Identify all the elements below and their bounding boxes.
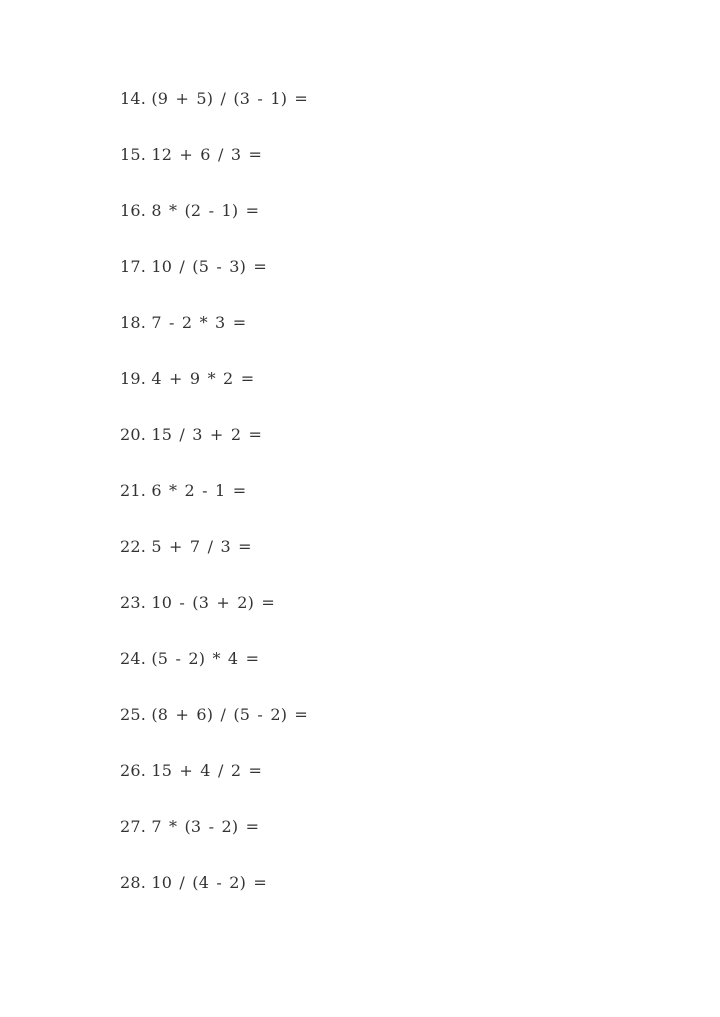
- problem-item: [120, 758, 308, 814]
- problem-item: [120, 814, 308, 870]
- problem-expression: 12 + 6 / 3 =: [151, 145, 263, 164]
- problem-number: 27.: [120, 817, 147, 836]
- problem-expression: 7 * (3 - 2) =: [151, 817, 260, 836]
- problem-item: [120, 366, 308, 422]
- problem-expression: 10 / (5 - 3) =: [151, 257, 267, 276]
- problem-expression: 10 / (4 - 2) =: [151, 873, 267, 892]
- problem-item: [120, 478, 308, 534]
- problem-number: 19.: [120, 369, 147, 388]
- problem-expression: (5 - 2) * 4 =: [151, 649, 260, 668]
- problem-number: 14.: [120, 89, 147, 108]
- problem-number: 23.: [120, 593, 147, 612]
- problem-number: 21.: [120, 481, 147, 500]
- problem-number: 20.: [120, 425, 147, 444]
- problem-expression: 10 - (3 + 2) =: [151, 593, 275, 612]
- problem-expression: (8 + 6) / (5 - 2) =: [151, 705, 309, 724]
- problem-item: [120, 310, 308, 366]
- problem-number: 25.: [120, 705, 147, 724]
- problem-item: [120, 646, 308, 702]
- problem-number: 15.: [120, 145, 147, 164]
- problem-item: [120, 86, 308, 142]
- problem-expression: 4 + 9 * 2 =: [151, 369, 255, 388]
- problem-expression: 8 * (2 - 1) =: [151, 201, 260, 220]
- problem-number: 18.: [120, 313, 147, 332]
- problem-item: [120, 422, 308, 478]
- problem-item: [120, 590, 308, 646]
- problem-expression: 5 + 7 / 3 =: [151, 537, 252, 556]
- problem-item: [120, 870, 308, 926]
- problem-number: 26.: [120, 761, 147, 780]
- problem-list: [120, 86, 308, 926]
- problem-expression: 15 + 4 / 2 =: [151, 761, 263, 780]
- problem-number: 28.: [120, 873, 147, 892]
- problem-expression: (9 + 5) / (3 - 1) =: [151, 89, 309, 108]
- problem-expression: 7 - 2 * 3 =: [151, 313, 247, 332]
- problem-item: [120, 534, 308, 590]
- problem-number: 22.: [120, 537, 147, 556]
- problem-item: [120, 142, 308, 198]
- problem-number: 24.: [120, 649, 147, 668]
- problem-item: [120, 198, 308, 254]
- problem-item: [120, 702, 308, 758]
- problem-item: [120, 254, 308, 310]
- problem-expression: 15 / 3 + 2 =: [151, 425, 263, 444]
- problem-expression: 6 * 2 - 1 =: [151, 481, 247, 500]
- problem-number: 16.: [120, 201, 147, 220]
- problem-number: 17.: [120, 257, 147, 276]
